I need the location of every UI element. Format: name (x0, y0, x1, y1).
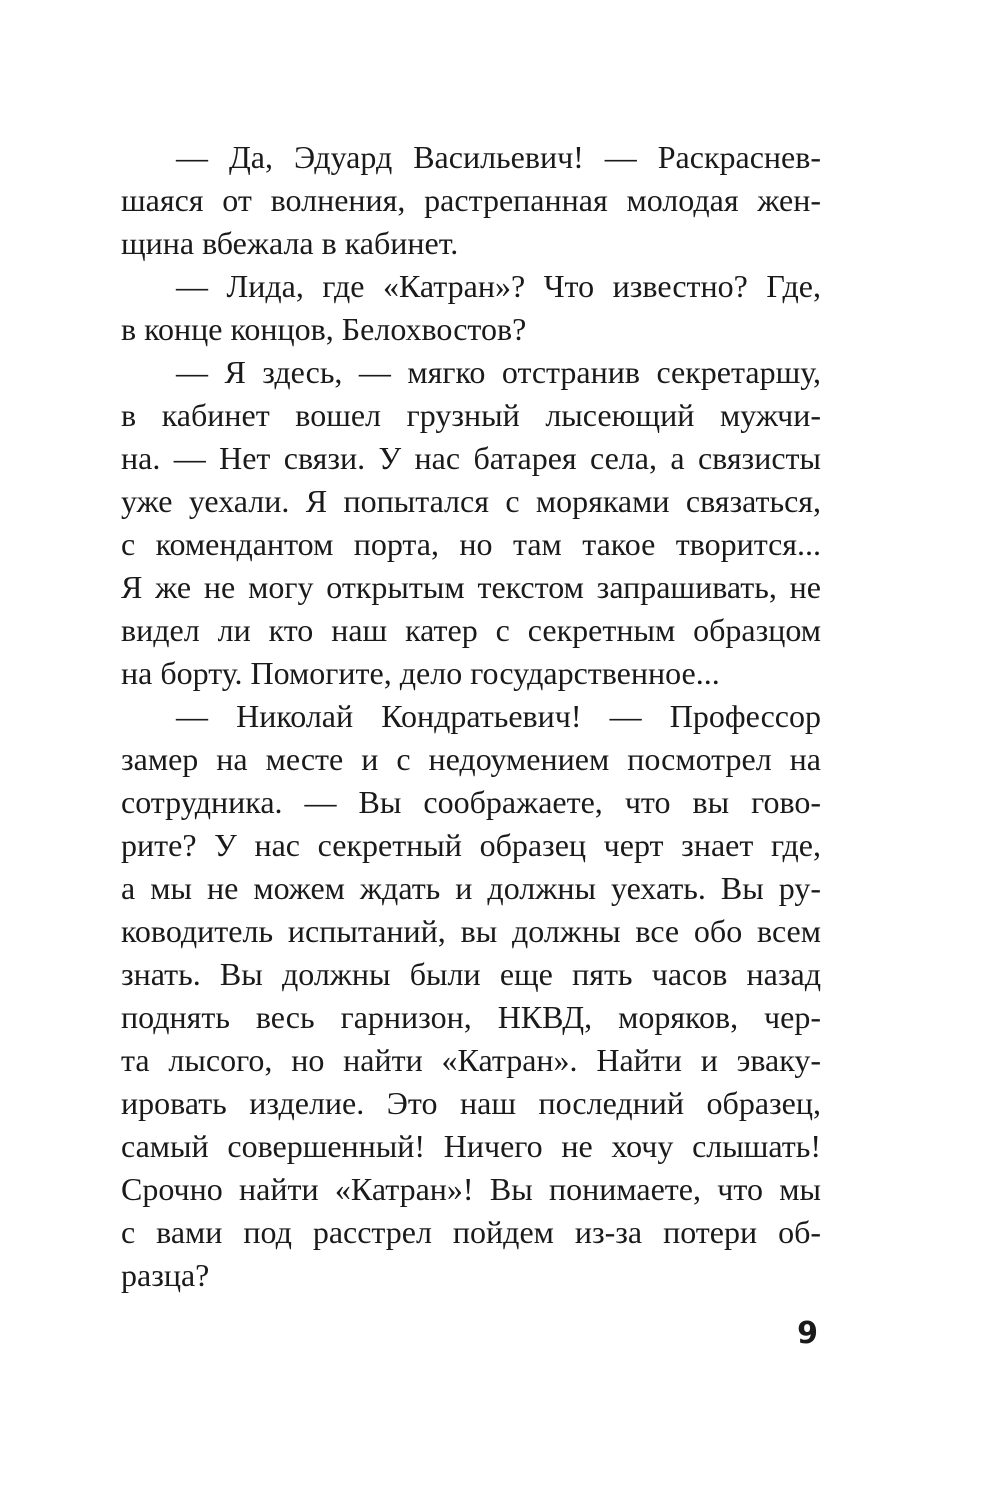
text-line: — Да, Эдуард Васильевич! — Раскраснев- (176, 139, 821, 175)
text-line: — Лида, где «Катран»? Что известно? Где, (176, 268, 821, 304)
text-line: уже уехали. Я попытался с моряками связаться, (121, 483, 821, 519)
text-line: та лысого, но найти «Катран». Найти и эваку- (121, 1042, 821, 1078)
body-text (121, 136, 821, 1297)
text-line: на борту. Помогите, дело государственное... (121, 655, 720, 691)
text-line: сотрудника. — Вы соображаете, что вы гово- (121, 784, 821, 820)
text-line: щина вбежала в кабинет. (121, 225, 459, 261)
text-line: с вами под расстрел пойдем из-за потери об- (121, 1214, 821, 1250)
text-line: поднять весь гарнизон, НКВД, моряков, чер- (121, 999, 821, 1035)
text-line: самый совершенный! Ничего не хочу слышать! (121, 1128, 821, 1164)
text-line: шаяся от волнения, растрепанная молодая жен- (121, 182, 821, 218)
text-line: ировать изделие. Это наш последний образец, (121, 1085, 821, 1121)
text-line: — Я здесь, — мягко отстранив секретаршу, (176, 354, 821, 390)
text-line: с комендантом порта, но там такое творится... (121, 526, 821, 562)
text-line: ководитель испытаний, вы должны все обо всем (121, 913, 821, 949)
text-line: замер на месте и с недоумением посмотрел на (121, 741, 821, 777)
text-line: Я же не могу открытым текстом запрашивать, не (121, 569, 821, 605)
page-number: 9 (797, 1316, 818, 1351)
text-line: Срочно найти «Катран»! Вы понимаете, что мы (121, 1171, 821, 1207)
text-line: в конце концов, Белохвостов? (121, 311, 527, 347)
text-line: разца? (121, 1257, 210, 1293)
text-line: а мы не можем ждать и должны уехать. Вы ру- (121, 870, 821, 906)
text-line: — Николай Кондратьевич! — Профессор (176, 698, 821, 734)
text-line: на. — Нет связи. У нас батарея села, а связисты (121, 440, 821, 476)
text-line: в кабинет вошел грузный лысеющий мужчи- (121, 397, 821, 433)
text-line: видел ли кто наш катер с секретным образцом (121, 612, 821, 648)
text-line: знать. Вы должны были еще пять часов назад (121, 956, 821, 992)
text-line: рите? У нас секретный образец черт знает где, (121, 827, 821, 863)
